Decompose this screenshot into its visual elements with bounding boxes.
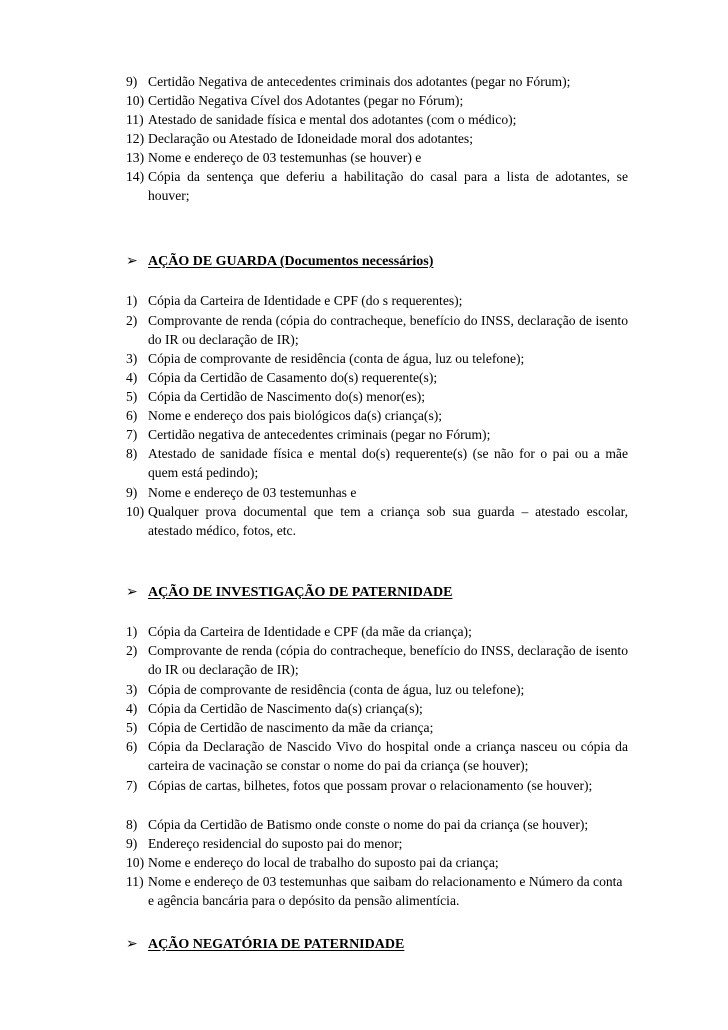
list-item — [126, 444, 628, 482]
item-number: 10) — [126, 855, 145, 870]
list-item — [126, 483, 628, 502]
arrow-bullet-icon: ➢ — [126, 585, 138, 600]
item-text: Atestado de sanidade física e mental dos adotantes (com o médico); — [148, 112, 517, 127]
item-text: Nome e endereço de 03 testemunhas (se houver) e — [148, 150, 422, 165]
list-item — [126, 718, 628, 737]
item-number: 3) — [126, 351, 138, 366]
section-title: AÇÃO DE INVESTIGAÇÃO DE PATERNIDADE — [148, 585, 453, 600]
item-number: 11) — [126, 112, 144, 127]
item-text: Cópia da sentença que deferiu a habilitação do casal para a lista de adotantes, se houver; — [148, 169, 628, 203]
item-number: 3) — [126, 682, 138, 697]
item-text: Cópia da Certidão de Nascimento da(s) criança(s); — [148, 701, 423, 716]
section-heading-negatoria — [126, 935, 404, 954]
section-heading-guarda — [126, 252, 433, 271]
item-number: 5) — [126, 389, 138, 404]
item-number: 8) — [126, 817, 138, 832]
item-text: Cópia de comprovante de residência (conta de água, luz ou telefone); — [148, 351, 525, 366]
list-item — [126, 349, 628, 368]
item-text: Cópia da Certidão de Nascimento do(s) menor(es); — [148, 389, 426, 404]
item-number: 7) — [126, 427, 138, 442]
section-title: AÇÃO DE GUARDA (Documentos necessários) — [148, 254, 434, 269]
item-text: Cópia de comprovante de residência (conta de água, luz ou telefone); — [148, 682, 525, 697]
item-number: 14) — [126, 169, 145, 184]
item-text: Qualquer prova documental que tem a criança sob sua guarda – atestado escolar, atestado médico, fotos, etc. — [148, 504, 628, 538]
list-item — [126, 148, 628, 167]
list-item — [126, 815, 628, 834]
item-number: 5) — [126, 720, 138, 735]
item-text: Cópia de Certidão de nascimento da mãe da criança; — [148, 720, 434, 735]
item-number: 9) — [126, 836, 138, 851]
list-item — [126, 72, 628, 91]
list-item — [126, 311, 628, 349]
item-text: Cópia da Carteira de Identidade e CPF (da mãe da criança); — [148, 624, 472, 639]
item-text: Nome e endereço de 03 testemunhas que saibam do relacionamento e Número da conta e agência bancária para o depósito da pensão alimentícia. — [148, 874, 623, 908]
item-text: Atestado de sanidade física e mental do(s) requerente(s) (se não for o pai ou a mãe quem está pedindo); — [148, 446, 628, 480]
list-item — [126, 680, 628, 699]
item-number: 6) — [126, 739, 138, 754]
list-item — [126, 853, 628, 872]
item-text: Nome e endereço dos pais biológicos da(s) criança(s); — [148, 408, 443, 423]
list-item — [126, 872, 628, 910]
section-title: AÇÃO NEGATÓRIA DE PATERNIDADE — [148, 937, 405, 952]
item-text: Cópia da Carteira de Identidade e CPF (do s requerentes); — [148, 293, 463, 308]
item-text: Cópia da Declaração de Nascido Vivo do hospital onde a criança nasceu ou cópia da carteira de vacinação se constar o nome do pai da criança (se houver); — [148, 739, 628, 773]
item-number: 1) — [126, 293, 138, 308]
section-heading-paternidade — [126, 583, 452, 602]
item-text: Cópia da Certidão de Batismo onde conste o nome do pai da criança (se houver); — [148, 817, 589, 832]
item-number: 7) — [126, 778, 138, 793]
item-number: 4) — [126, 701, 138, 716]
list-item — [126, 406, 628, 425]
list-item — [126, 291, 628, 310]
item-text: Cópia da Certidão de Casamento do(s) requerente(s); — [148, 370, 438, 385]
list-item — [126, 425, 628, 444]
item-number: 13) — [126, 150, 145, 165]
list-item — [126, 834, 628, 853]
item-text: Comprovante de renda (cópia do contracheque, benefício do INSS, declaração de isento do IR ou declaração de IR); — [148, 313, 628, 347]
item-number: 9) — [126, 485, 138, 500]
item-number: 9) — [126, 74, 138, 89]
list-item — [126, 129, 628, 148]
item-number: 4) — [126, 370, 138, 385]
list-item — [126, 622, 628, 641]
item-text: Nome e endereço de 03 testemunhas e — [148, 485, 357, 500]
list-item — [126, 368, 628, 387]
item-number: 6) — [126, 408, 138, 423]
item-text: Certidão Negativa de antecedentes criminais dos adotantes (pegar no Fórum); — [148, 74, 571, 89]
item-number: 1) — [126, 624, 138, 639]
item-number: 10) — [126, 93, 145, 108]
list-item — [126, 641, 628, 679]
item-number: 12) — [126, 131, 145, 146]
list-item — [126, 167, 628, 205]
item-text: Nome e endereço do local de trabalho do suposto pai da criança; — [148, 855, 499, 870]
item-number: 10) — [126, 504, 145, 519]
list-item — [126, 502, 628, 540]
list-item — [126, 699, 628, 718]
list-item — [126, 737, 628, 775]
list-item — [126, 110, 628, 129]
item-number: 2) — [126, 643, 138, 658]
list-item — [126, 387, 628, 406]
list-item — [126, 776, 628, 795]
item-text: Declaração ou Atestado de Idoneidade moral dos adotantes; — [148, 131, 473, 146]
item-number: 8) — [126, 446, 138, 461]
item-number: 2) — [126, 313, 138, 328]
arrow-bullet-icon: ➢ — [126, 254, 138, 269]
list-item — [126, 91, 628, 110]
arrow-bullet-icon: ➢ — [126, 937, 138, 952]
item-text: Certidão Negativa Cível dos Adotantes (pegar no Fórum); — [148, 93, 464, 108]
item-text: Certidão negativa de antecedentes criminais (pegar no Fórum); — [148, 427, 491, 442]
item-number: 11) — [126, 874, 144, 889]
item-text: Cópias de cartas, bilhetes, fotos que possam provar o relacionamento (se houver); — [148, 778, 593, 793]
item-text: Endereço residencial do suposto pai do menor; — [148, 836, 403, 851]
item-text: Comprovante de renda (cópia do contracheque, benefício do INSS, declaração de isento do IR ou declaração de IR); — [148, 643, 628, 677]
